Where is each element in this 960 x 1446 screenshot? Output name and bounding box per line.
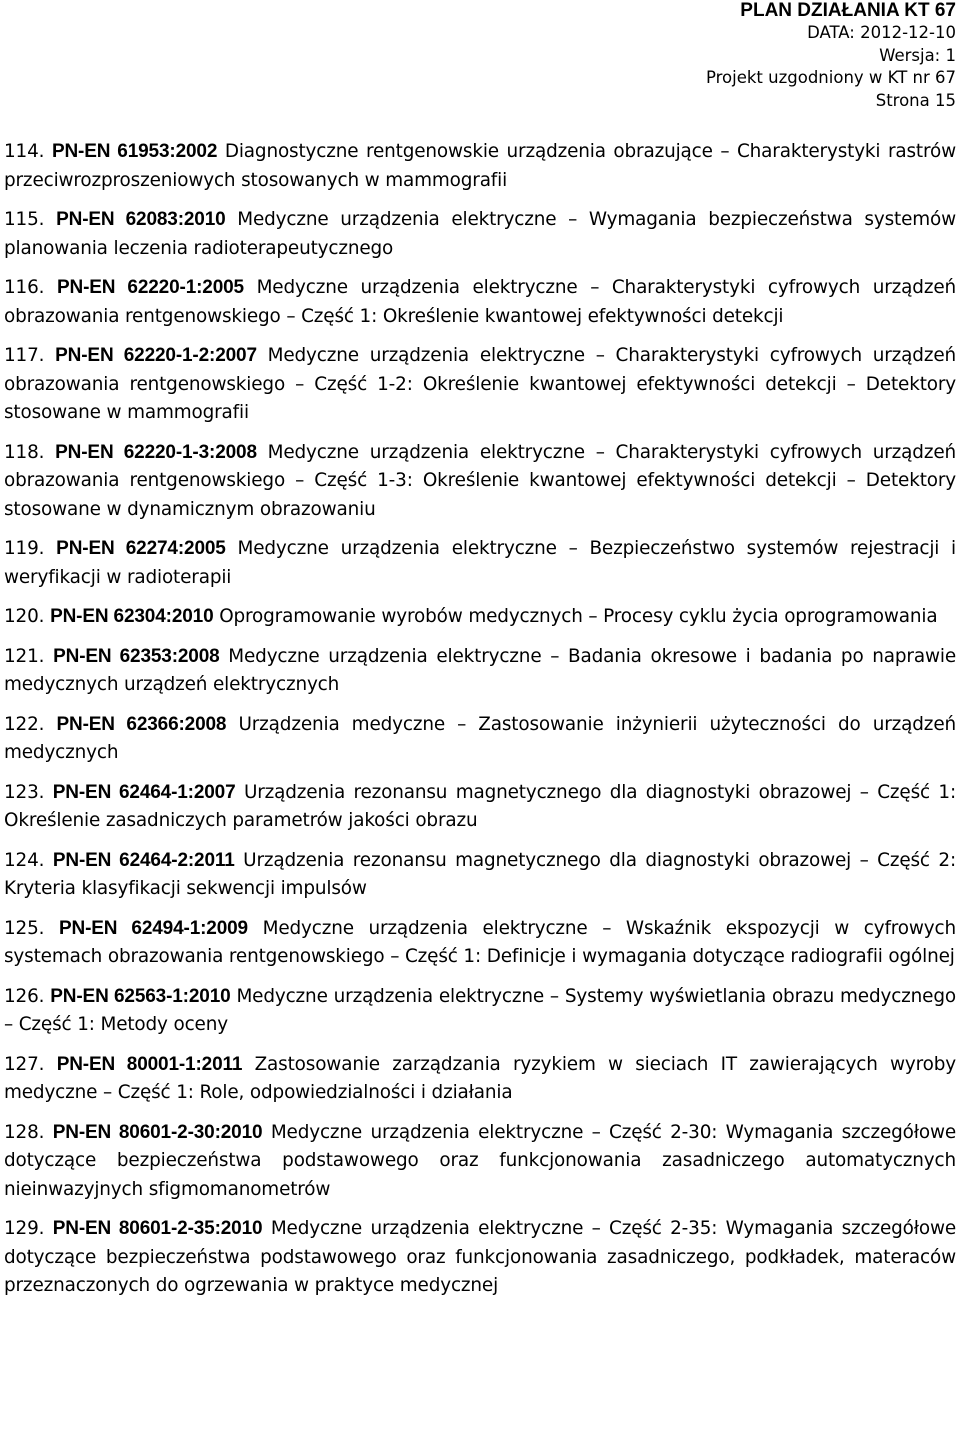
- standard-title: Urządzenia medyczne – Zastosowanie inżynierii użyteczności do urządzeń medycznych: [4, 713, 956, 763]
- document-date: DATA: 2012-12-10: [807, 23, 956, 42]
- document-version: Wersja: 1: [879, 45, 956, 65]
- item-number: 119.: [4, 538, 45, 559]
- standard-title: Medyczne urządzenia elektryczne – Charakterystyki cyfrowych urządzeń obrazowania rentgenowskiego – Część 1-3: Określenie kwantowej efektywności detekcji – Detektory stosowane w dynamicznym obrazowaniu: [4, 441, 956, 520]
- standard-code: PN-EN 62563-1:2010: [50, 985, 231, 1007]
- item-number: 115.: [4, 209, 45, 230]
- standard-code: PN-EN 62274:2005: [56, 538, 226, 559]
- standard-code: PN-EN 62220-1-2:2007: [55, 345, 257, 366]
- list-item: [4, 206, 956, 263]
- item-number: 129.: [4, 1218, 45, 1239]
- list-item: [4, 603, 956, 632]
- standard-code: PN-EN 61953:2002: [51, 141, 218, 162]
- document-title: PLAN DZIAŁANIA KT 67: [740, 0, 956, 21]
- list-item: [4, 1119, 956, 1205]
- standard-title: Medyczne urządzenia elektryczne – Wskaźnik ekspozycji w cyfrowych systemach obrazowania rentgenowskiego – Część 1: Definicje i wymagania dotyczące radiografii ogólnej: [4, 917, 956, 967]
- standard-title: Medyczne urządzenia elektryczne – Systemy wyświetlania obrazu medycznego – Część 1: Metody oceny: [4, 985, 956, 1035]
- standard-code: PN-EN 80601-2-35:2010: [52, 1218, 263, 1239]
- list-item: [4, 643, 956, 700]
- standard-code: PN-EN 62464-1:2007: [52, 781, 236, 803]
- standard-title: Urządzenia rezonansu magnetycznego dla diagnostyki obrazowej – Część 1: Określenie zasadniczych parametrów jakości obrazu: [4, 781, 957, 831]
- standard-title: Medyczne urządzenia elektryczne – Badania okresowe i badania po naprawie medycznych urządzeń elektrycznych: [4, 645, 956, 695]
- page-header: [706, 0, 956, 112]
- standard-title: Diagnostyczne rentgenowskie urządzenia obrazujące – Charakterystyki rastrów przeciwrozproszeniowych stosowanych w mammografii: [4, 141, 956, 191]
- item-number: 118.: [4, 441, 45, 463]
- standard-code: PN-EN 80601-2-30:2010: [52, 1121, 263, 1143]
- list-item: [4, 535, 956, 592]
- standard-code: PN-EN 62353:2008: [53, 645, 220, 667]
- item-number: 127.: [4, 1053, 45, 1075]
- item-number: 116.: [4, 277, 45, 298]
- item-number: 125.: [4, 917, 45, 939]
- standard-title: Medyczne urządzenia elektryczne – Bezpieczeństwo systemów rejestracji i weryfikacji w radioterapii: [4, 538, 957, 588]
- item-number: 114.: [4, 141, 45, 162]
- document-agreement: Projekt uzgodniony w KT nr 67: [705, 68, 956, 87]
- item-number: 117.: [4, 345, 45, 366]
- item-number: 123.: [4, 781, 45, 803]
- standard-title: Oprogramowanie wyrobów medycznych – Procesy cyklu życia oprogramowania: [219, 606, 938, 627]
- list-item: [4, 915, 956, 972]
- standard-code: PN-EN 62464-2:2011: [52, 849, 235, 871]
- standards-list: [4, 138, 956, 1312]
- list-item: [4, 983, 956, 1040]
- list-item: [4, 274, 956, 331]
- standard-title: Medyczne urządzenia elektryczne – Charakterystyki cyfrowych urządzeń obrazowania rentgenowskiego – Część 1-2: Określenie kwantowej efektywności detekcji – Detektory stosowane w mammografii: [4, 345, 956, 423]
- standard-code: PN-EN 80001-1:2011: [56, 1053, 243, 1075]
- item-number: 120.: [4, 606, 45, 627]
- item-number: 121.: [4, 645, 45, 667]
- standard-code: PN-EN 62366:2008: [56, 713, 227, 735]
- list-item: [4, 1051, 956, 1108]
- page-number: Strona 15: [875, 90, 956, 110]
- list-item: [4, 779, 956, 836]
- item-number: 128.: [4, 1121, 45, 1143]
- standard-code: PN-EN 62304:2010: [50, 606, 214, 627]
- standard-code: PN-EN 62494-1:2009: [59, 917, 248, 939]
- standard-code: PN-EN 62220-1-3:2008: [55, 441, 257, 463]
- item-number: 122.: [4, 713, 45, 735]
- list-item: [4, 138, 956, 195]
- standard-title: Medyczne urządzenia elektryczne – Wymagania bezpieczeństwa systemów planowania leczenia radioterapeutycznego: [4, 209, 956, 259]
- standard-title: Urządzenia rezonansu magnetycznego dla diagnostyki obrazowej – Część 2: Kryteria klasyfikacji sekwencji impulsów: [4, 849, 956, 899]
- list-item: [4, 439, 956, 525]
- standard-code: PN-EN 62083:2010: [56, 209, 226, 230]
- list-item: [4, 1215, 956, 1301]
- item-number: 126.: [4, 985, 45, 1007]
- standard-title: Medyczne urządzenia elektryczne – Część 2-35: Wymagania szczegółowe dotyczące bezpieczeństwa podstawowego oraz funkcjonowania zasadniczego, podkładek, materaców przeznaczonych do ogrzewania w praktyce medycznej: [4, 1218, 957, 1296]
- list-item: [4, 711, 956, 768]
- standard-title: Zastosowanie zarządzania ryzykiem w sieciach IT zawierających wyroby medyczne – Część 1: Role, odpowiedzialności i działania: [4, 1053, 957, 1103]
- item-number: 124.: [4, 849, 45, 871]
- standard-title: Medyczne urządzenia elektryczne – Część 2-30: Wymagania szczegółowe dotyczące bezpieczeństwa podstawowego oraz funkcjonowania zasadniczego automatycznych nieinwazyjnych sfigmomanometrów: [4, 1121, 957, 1200]
- list-item: [4, 847, 956, 904]
- standard-title: Medyczne urządzenia elektryczne – Charakterystyki cyfrowych urządzeń obrazowania rentgenowskiego – Część 1: Określenie kwantowej efektywności detekcji: [4, 277, 956, 327]
- list-item: [4, 342, 956, 428]
- standard-code: PN-EN 62220-1:2005: [57, 277, 244, 298]
